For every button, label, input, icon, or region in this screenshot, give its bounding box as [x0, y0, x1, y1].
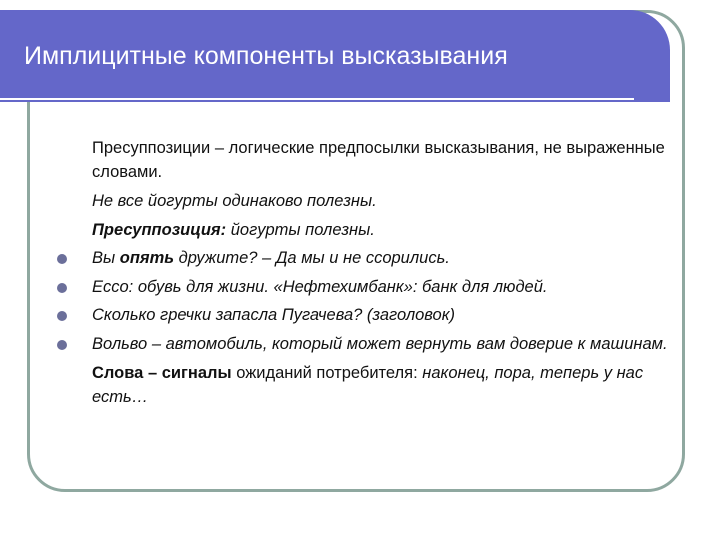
- paragraph-presupposition: [92, 219, 672, 243]
- paragraph-example: [92, 190, 672, 214]
- list-item-text: Ессо: обувь для жизни. «Нефтехимбанк»: банк для людей.: [92, 277, 548, 296]
- list-item: [92, 304, 672, 328]
- bullet-icon: [57, 283, 67, 293]
- list-item-text: Вольво – автомобиль, который может вернуть вам доверие к машинам.: [92, 334, 668, 353]
- example-text: Не все йогурты одинаково полезны.: [92, 192, 377, 210]
- slide-content: [92, 137, 672, 415]
- list-item-text: Сколько гречки запасла Пугачева? (заголовок): [92, 306, 456, 324]
- presupposition-text: йогурты полезны.: [226, 220, 375, 239]
- list-item-text: дружите? – Да мы и не ссорились.: [174, 249, 450, 267]
- paragraph-signal-words: [92, 362, 672, 409]
- signal-words-label: Слова – сигналы: [92, 364, 232, 382]
- bullet-icon: [57, 311, 67, 321]
- signal-words-text: ожиданий потребителя:: [231, 364, 423, 382]
- slide-title: Имплицитные компоненты высказывания: [24, 42, 508, 70]
- list-item: [92, 276, 672, 300]
- signal-words-examples: наконец, пора, теперь у нас есть…: [92, 364, 644, 406]
- bullet-icon: [57, 254, 67, 264]
- title-underline: [0, 98, 634, 100]
- paragraph-presuppositions: [92, 137, 672, 184]
- presupposition-label: Пресуппозиция:: [92, 220, 227, 239]
- bullet-icon: [57, 340, 67, 350]
- list-item: [92, 247, 672, 271]
- paragraph-text: Пресуппозиции – логические предпосылки высказывания, не выраженные словами.: [92, 139, 665, 181]
- list-item: [92, 333, 672, 357]
- list-item-emphasis: опять: [119, 249, 175, 267]
- list-item-text: Вы: [92, 249, 120, 267]
